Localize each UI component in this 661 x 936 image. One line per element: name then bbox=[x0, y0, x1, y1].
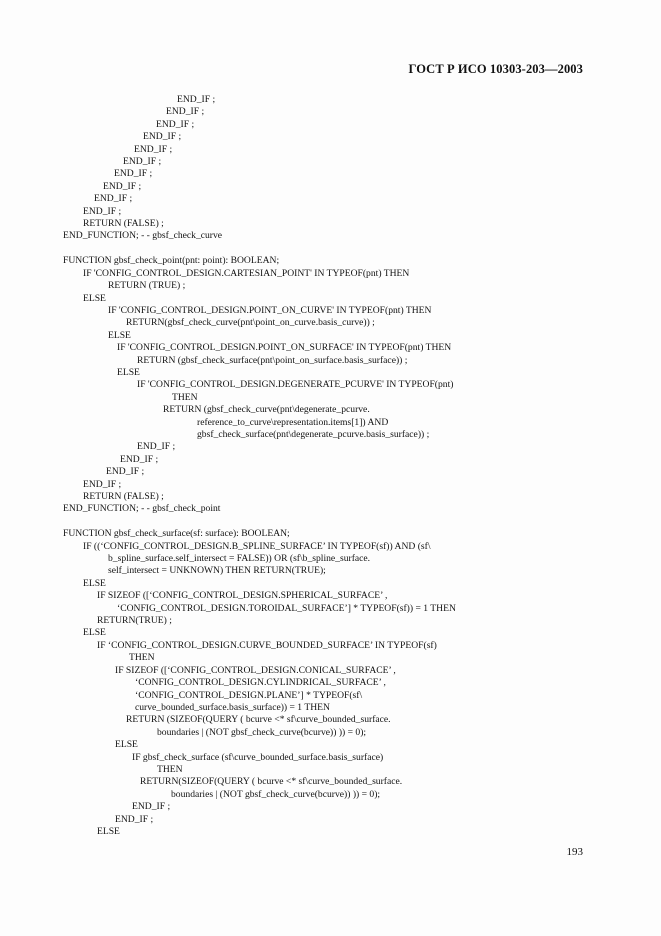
code-line: END_IF ; bbox=[132, 801, 171, 813]
code-line: END_IF ; bbox=[137, 441, 176, 453]
code-line bbox=[63, 243, 623, 255]
code-line: END_IF ; bbox=[106, 466, 145, 478]
code-line: END_IF ; bbox=[114, 168, 153, 180]
code-line: END_IF ; bbox=[123, 156, 162, 168]
code-line: END_FUNCTION; - - gbsf_check_point bbox=[63, 503, 221, 515]
code-line: RETURN (SIZEOF(QUERY ( bcurve <* sf\curve_bounded_surface. bbox=[126, 714, 391, 726]
code-line: END_IF ; bbox=[134, 143, 173, 155]
code-line: RETURN (FALSE) ; bbox=[83, 218, 164, 230]
code-line: END_IF ; bbox=[120, 453, 159, 465]
code-line: ELSE bbox=[97, 825, 120, 837]
code-line: END_IF ; bbox=[83, 205, 122, 217]
code-line: END_IF ; bbox=[83, 478, 122, 490]
code-line: THEN bbox=[157, 763, 183, 775]
code-line: END_IF ; bbox=[94, 193, 133, 205]
code-line: boundaries | (NOT gbsf_check_curve(bcurve)) )) = 0); bbox=[157, 726, 367, 738]
code-line: ELSE bbox=[108, 329, 131, 341]
code-line: ELSE bbox=[83, 627, 106, 639]
code-line: ELSE bbox=[83, 577, 106, 589]
code-line: self_intersect = UNKNOWN) THEN RETURN(TRUE); bbox=[108, 565, 326, 577]
code-line: RETURN(gbsf_check_curve(pnt\point_on_curve.basis_curve)) ; bbox=[126, 317, 375, 329]
code-line: END_FUNCTION; - - gbsf_check_curve bbox=[63, 230, 223, 242]
code-line: IF SIZEOF ([‘CONFIG_CONTROL_DESIGN.SPHERICAL_SURFACE’ , bbox=[97, 590, 388, 602]
code-line: IF gbsf_check_surface (sf\curve_bounded_surface.basis_surface) bbox=[132, 751, 384, 763]
code-line: END_IF ; bbox=[143, 131, 182, 143]
code-line: IF SIZEOF ([‘CONFIG_CONTROL_DESIGN.CONICAL_SURFACE’ , bbox=[115, 664, 396, 676]
code-line: IF 'CONFIG_CONTROL_DESIGN.POINT_ON_SURFACE' IN TYPEOF(pnt) THEN bbox=[117, 342, 452, 354]
code-line: RETURN (TRUE) ; bbox=[108, 280, 186, 292]
code-line: reference_to_curve\representation.items[1]) AND bbox=[197, 416, 389, 428]
code-line: ELSE bbox=[117, 366, 140, 378]
code-line: ‘CONFIG_CONTROL_DESIGN.PLANE’] * TYPEOF(sf\ bbox=[135, 689, 363, 701]
code-line: gbsf_check_surface(pnt\degenerate_pcurve.basis_surface)) ; bbox=[197, 428, 430, 440]
code-line: IF 'CONFIG_CONTROL_DESIGN.DEGENERATE_PCURVE' IN TYPEOF(pnt) bbox=[137, 379, 454, 391]
code-line: RETURN (gbsf_check_surface(pnt\point_on_surface.basis_surface)) ; bbox=[137, 354, 408, 366]
standard-header: ГОСТ Р ИСО 10303-203—2003 bbox=[408, 62, 583, 76]
code-line: END_IF ; bbox=[177, 94, 216, 105]
code-line: IF ((‘CONFIG_CONTROL_DESIGN.B_SPLINE_SURFACE’ IN TYPEOF(sf)) AND (sf\ bbox=[83, 540, 431, 552]
code-line: RETURN (FALSE) ; bbox=[83, 491, 164, 502]
code-line: ‘CONFIG_CONTROL_DESIGN.CYLINDRICAL_SURFACE’ , bbox=[135, 677, 386, 689]
code-line: ELSE bbox=[83, 292, 106, 304]
code-line: IF ‘CONFIG_CONTROL_DESIGN.CURVE_BOUNDED_SURFACE’ IN TYPEOF(sf) bbox=[97, 639, 437, 651]
code-line: IF 'CONFIG_CONTROL_DESIGN.POINT_ON_CURVE' IN TYPEOF(pnt) THEN bbox=[108, 304, 432, 316]
code-line: FUNCTION gbsf_check_surface(sf: surface): BOOLEAN; bbox=[63, 528, 290, 540]
code-line: END_IF ; bbox=[115, 813, 154, 825]
code-line: RETURN (gbsf_check_curve(pnt\degenerate_pcurve. bbox=[163, 404, 370, 416]
code-line: FUNCTION gbsf_check_point(pnt: point): BOOLEAN; bbox=[63, 255, 280, 267]
code-line: curve_bounded_surface.basis_surface)) = 1 THEN bbox=[135, 701, 330, 713]
code-line bbox=[63, 516, 623, 528]
code-line: RETURN(TRUE) ; bbox=[97, 615, 172, 627]
code-line: THEN bbox=[172, 391, 198, 403]
code-line: END_IF ; bbox=[103, 180, 142, 192]
code-line: IF 'CONFIG_CONTROL_DESIGN.CARTESIAN_POINT' IN TYPEOF(pnt) THEN bbox=[83, 267, 410, 279]
code-listing bbox=[63, 94, 623, 838]
code-line: b_spline_surface.self_intersect = FALSE)) OR (sf\b_spline_surface. bbox=[108, 553, 371, 565]
page-number: 193 bbox=[566, 846, 583, 858]
code-line: END_IF ; bbox=[166, 106, 205, 118]
code-line: boundaries | (NOT gbsf_check_curve(bcurve)) )) = 0); bbox=[171, 788, 381, 800]
code-line: RETURN(SIZEOF(QUERY ( bcurve <* sf\curve_bounded_surface. bbox=[140, 776, 403, 788]
code-line: THEN bbox=[129, 652, 155, 664]
code-line: ELSE bbox=[115, 739, 138, 751]
code-line: END_IF ; bbox=[156, 118, 195, 130]
code-line: ‘CONFIG_CONTROL_DESIGN.TOROIDAL_SURFACE’] * TYPEOF(sf)) = 1 THEN bbox=[117, 602, 456, 614]
